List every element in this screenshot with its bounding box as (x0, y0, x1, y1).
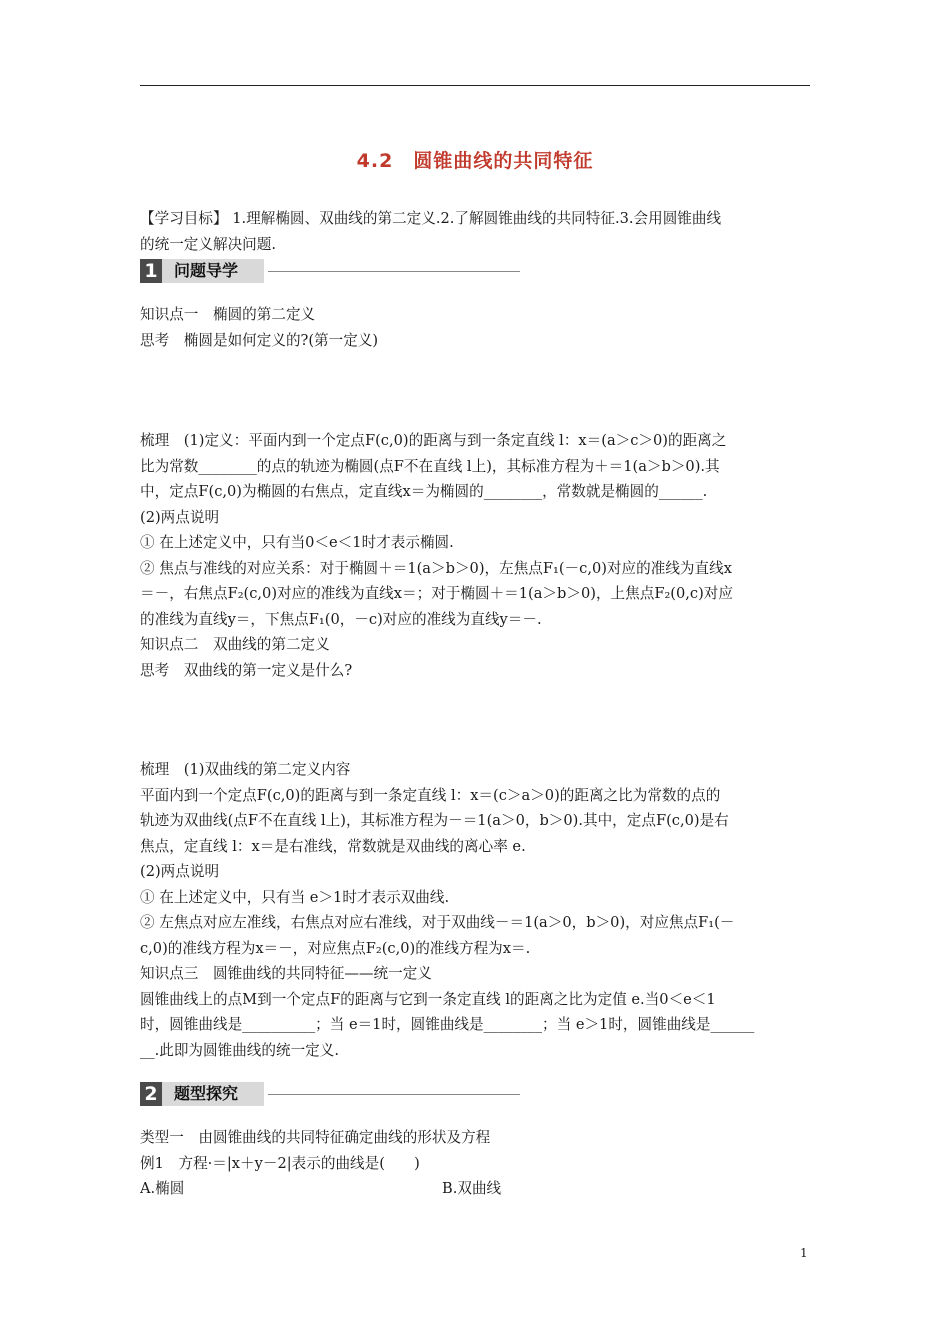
section-number: 2 (140, 1082, 162, 1106)
option-b: B.双曲线 (442, 1180, 502, 1197)
kp-heading: 知识点一 椭圆的第二定义 (140, 306, 316, 323)
answer-options (140, 1176, 812, 1202)
text-line: c,0)的准线方程为x＝－，对应焦点F₂(c,0)的准线方程为x＝. (140, 939, 531, 957)
section-header-2 (140, 1082, 520, 1106)
text-line: 梳理 (1)双曲线的第二定义内容 (140, 761, 351, 778)
text-line: 轨迹为双曲线(点F不在直线 l上)，其标准方程为－＝1(a＞0，b＞0).其中，定点F(c,0)是右 (140, 812, 729, 829)
learning-objectives (140, 206, 812, 257)
kp-heading: 知识点二 双曲线的第二定义 (140, 636, 330, 653)
text-line: (2)两点说明 (140, 508, 220, 526)
text-line: ① 在上述定义中，只有当 e＞1时才表示双曲线. (140, 888, 450, 906)
text-line: 平面内到一个定点F(c,0)的距离与到一条定直线 l：x＝(c＞a＞0)的距离之比为常数的点的 (140, 786, 721, 804)
text-line: __.此即为圆锥曲线的统一定义. (140, 1041, 339, 1059)
text-line: 焦点，定直线 l：x＝是右准线，常数就是双曲线的离心率 e. (140, 837, 526, 855)
objectives-line: 【学习目标】 1.理解椭圆、双曲线的第二定义.2.了解圆锥曲线的共同特征.3.会用圆锥曲线 (140, 210, 722, 227)
header-rule (140, 85, 810, 86)
section-divider (268, 271, 520, 272)
text-line: ＝－，右焦点F₂(c,0)对应的准线为直线x＝；对于椭圆＋＝1(a＞b＞0)，上焦点F₂(0,c)对应 (140, 585, 733, 602)
example-question: 例1 方程·＝|x＋y－2|表示的曲线是( ) (140, 1154, 420, 1172)
text-line: 梳理 (1)定义：平面内到一个定点F(c,0)的距离与到一条定直线 l：x＝(a＞c＞0)的距离之 (140, 432, 727, 449)
knowledge-point-1 (140, 302, 812, 353)
text-line: 中，定点F(c,0)为椭圆的右焦点，定直线x＝为椭圆的________，常数就是椭圆的______. (140, 483, 708, 500)
knowledge-point-2-summary (140, 757, 812, 1063)
text-line: 的准线为直线y＝，下焦点F₁(0，－c)对应的准线为直线y＝－. (140, 610, 542, 628)
section-header-1 (140, 259, 520, 283)
text-line: 比为常数________的点的轨迹为椭圆(点F不在直线 l上)，其标准方程为＋＝1(a＞b＞0).其 (140, 457, 720, 475)
page-number: 1 (800, 1246, 808, 1260)
text-line: ② 焦点与准线的对应关系：对于椭圆＋＝1(a＞b＞0)，左焦点F₁(－c,0)对应的准线为直线x (140, 559, 732, 577)
knowledge-point-1-summary (140, 428, 812, 683)
page-title: 4.2 圆锥曲线的共同特征 (356, 150, 594, 172)
section-number: 1 (140, 259, 162, 283)
section-label: 问题导学 (162, 259, 264, 283)
objectives-line: 的统一定义解决问题. (140, 235, 276, 253)
option-a: A.椭圆 (140, 1180, 185, 1197)
text-line: ① 在上述定义中，只有当0＜e＜1时才表示椭圆. (140, 534, 454, 551)
text-line: 时，圆锥曲线是__________；当 e＝1时，圆锥曲线是________；当 e＞1时，圆锥曲线是______ (140, 1016, 755, 1033)
section-label: 题型探究 (162, 1082, 264, 1106)
type-heading: 类型一 由圆锥曲线的共同特征确定曲线的形状及方程 (140, 1129, 491, 1146)
type-one-section (140, 1125, 812, 1202)
text-line: ② 左焦点对应左准线，右焦点对应右准线，对于双曲线－＝1(a＞0，b＞0)，对应焦点F₁(－ (140, 914, 735, 931)
text-line: 圆锥曲线上的点M到一个定点F的距离与它到一条定直线 l的距离之比为定值 e.当0＜e＜1 (140, 990, 716, 1008)
think-question: 思考 椭圆是如何定义的?(第一定义) (140, 331, 379, 349)
text-line: (2)两点说明 (140, 863, 220, 880)
think-question: 思考 双曲线的第一定义是什么? (140, 661, 353, 679)
section-divider (268, 1094, 520, 1095)
kp-heading: 知识点三 圆锥曲线的共同特征——统一定义 (140, 965, 432, 982)
